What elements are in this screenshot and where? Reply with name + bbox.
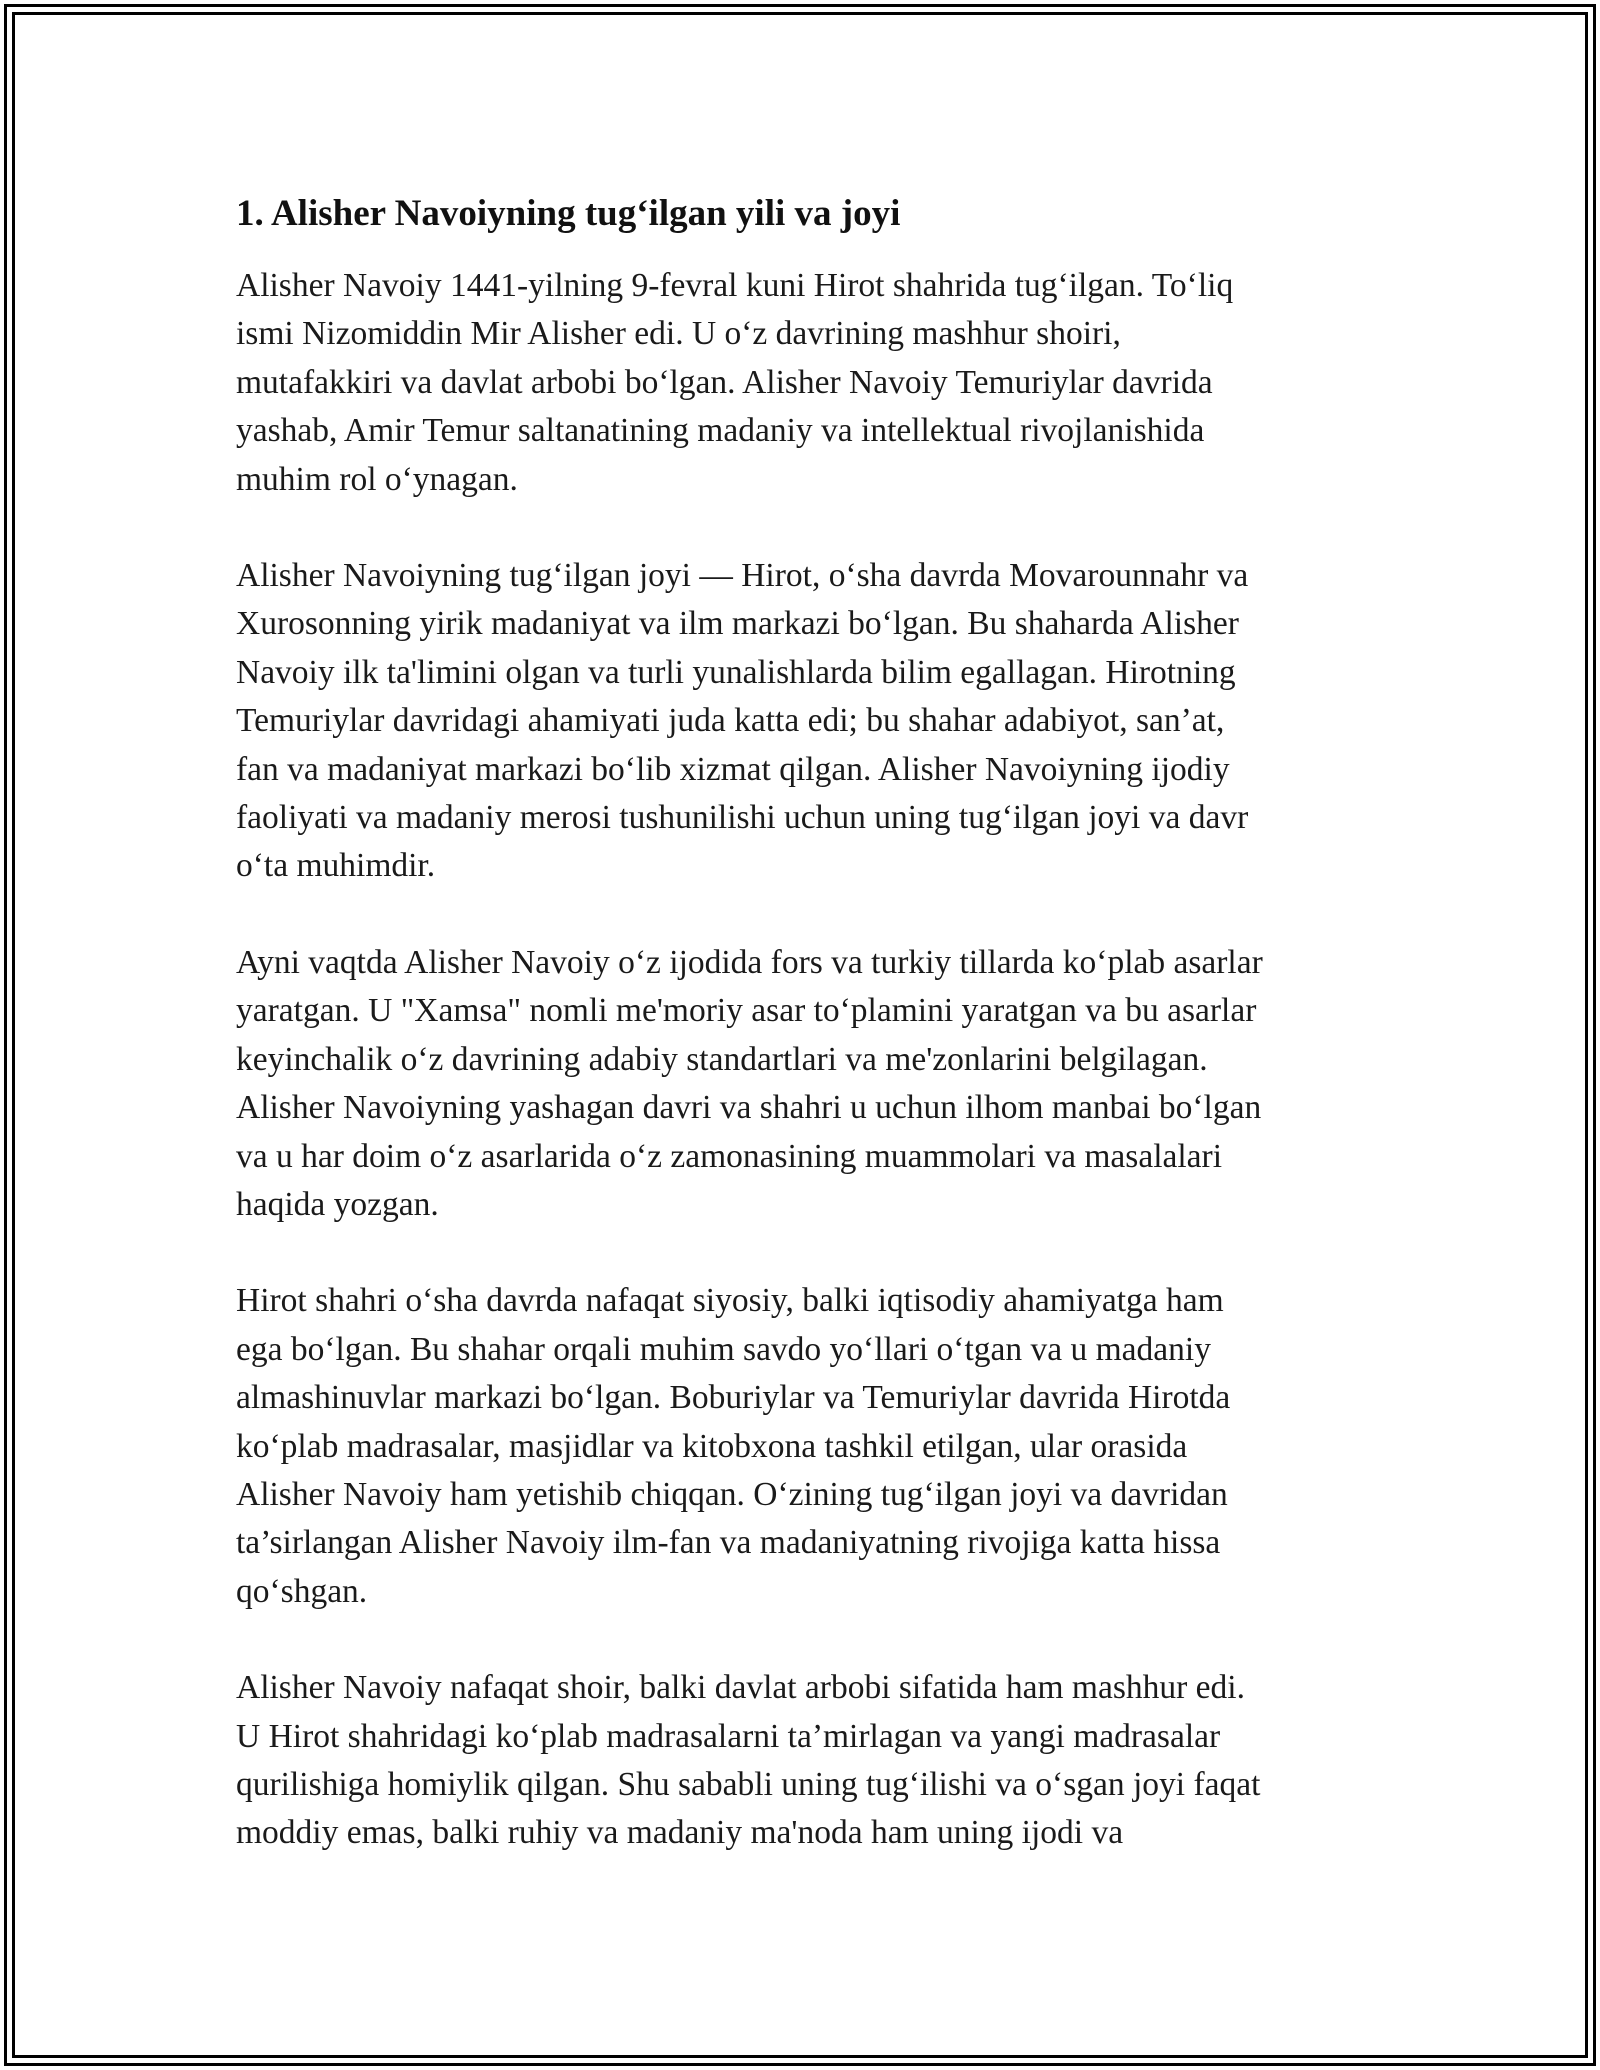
text-line: Alisher Navoiy nafaqat shoir, balki davlat arbobi sifatida ham mashhur edi. bbox=[236, 1669, 1245, 1707]
text-line: Ayni vaqtda Alisher Navoiy o‘z ijodida fors va turkiy tillarda ko‘plab asarlar bbox=[236, 943, 1263, 981]
text-line: Alisher Navoiyning yashagan davri va shahri u uchun ilhom manbai bo‘lgan bbox=[236, 1089, 1262, 1127]
text-line: fan va madaniyat markazi bo‘lib xizmat qilgan. Alisher Navoiyning ijodiy bbox=[236, 750, 1230, 788]
text-line: qo‘shgan. bbox=[236, 1572, 368, 1610]
text-line: Alisher Navoiy 1441-yilning 9-fevral kuni Hirot shahrida tug‘ilgan. To‘liq bbox=[236, 267, 1234, 304]
text-line: yaratgan. U "Xamsa" nomli me'moriy asar to‘plamini yaratgan va bu asarlar bbox=[236, 992, 1257, 1030]
text-line: va u har doim o‘z asarlarida o‘z zamonasining muammolari va masalalari bbox=[236, 1137, 1223, 1175]
section-heading: 1. Alisher Navoiyning tug‘ilgan yili va joyi bbox=[236, 193, 901, 234]
text-line: almashinuvlar markazi bo‘lgan. Boburiylar va Temuriylar davrida Hirotda bbox=[236, 1379, 1231, 1417]
paragraph-works bbox=[236, 939, 1376, 1229]
text-line: mutafakkiri va davlat arbobi bo‘lgan. Alisher Navoiy Temuriylar davrida bbox=[236, 363, 1213, 401]
text-line: ega bo‘lgan. Bu shahar orqali muhim savdo yo‘llari o‘tgan va u madaniy bbox=[236, 1330, 1211, 1368]
text-line: ismi Nizomiddin Mir Alisher edi. U o‘z davrining mashhur shoiri, bbox=[236, 315, 1121, 353]
paragraph-statesman bbox=[236, 1664, 1376, 1858]
text-line: Temuriylar davridagi ahamiyati juda katta edi; bu shahar adabiyot, san’at, bbox=[236, 702, 1225, 740]
text-line: haqida yozgan. bbox=[236, 1185, 439, 1223]
text-line: ko‘plab madrasalar, masjidlar va kitobxona tashkil etilgan, ular orasida bbox=[236, 1427, 1188, 1465]
text-line: Alisher Navoiyning tug‘ilgan joyi — Hirot, o‘sha davrda Movarounnahr va bbox=[236, 557, 1249, 595]
text-line: Navoiy ilk ta'limini olgan va turli yunalishlarda bilim egallagan. Hirotning bbox=[236, 653, 1236, 691]
text-line: keyinchalik o‘z davrining adabiy standartlari va me'zonlarini belgilagan. bbox=[236, 1040, 1208, 1078]
text-line: Alisher Navoiy ham yetishib chiqqan. O‘zining tug‘ilgan joyi va davridan bbox=[236, 1475, 1228, 1513]
text-line: faoliyati va madaniy merosi tushunilishi uchun uning tug‘ilgan joyi va davr bbox=[236, 799, 1249, 837]
document-body bbox=[236, 188, 1376, 1906]
text-line: qurilishiga homiylik qilgan. Shu sababli uning tug‘ilishi va o‘sgan joyi faqat bbox=[236, 1765, 1261, 1803]
paragraph-birthplace bbox=[236, 552, 1376, 891]
paragraph-birth-date bbox=[236, 262, 1376, 504]
text-line: U Hirot shahridagi ko‘plab madrasalarni ta’mirlagan va yangi madrasalar bbox=[236, 1717, 1221, 1755]
paragraph-herat-city bbox=[236, 1277, 1376, 1616]
text-line: Xurosonning yirik madaniyat va ilm markazi bo‘lgan. Bu shaharda Alisher bbox=[236, 605, 1239, 643]
text-line: Hirot shahri o‘sha davrda nafaqat siyosiy, balki iqtisodiy ahamiyatga ham bbox=[236, 1282, 1224, 1320]
text-line: o‘ta muhimdir. bbox=[236, 847, 436, 885]
text-line: ta’sirlangan Alisher Navoiy ilm-fan va madaniyatning rivojiga katta hissa bbox=[236, 1524, 1221, 1562]
text-line: yashab, Amir Temur saltanatining madaniy va intellektual rivojlanishida bbox=[236, 412, 1205, 450]
text-line: muhim rol o‘ynagan. bbox=[236, 460, 518, 498]
text-line: moddiy emas, balki ruhiy va madaniy ma'noda ham uning ijodi va bbox=[236, 1814, 1124, 1852]
